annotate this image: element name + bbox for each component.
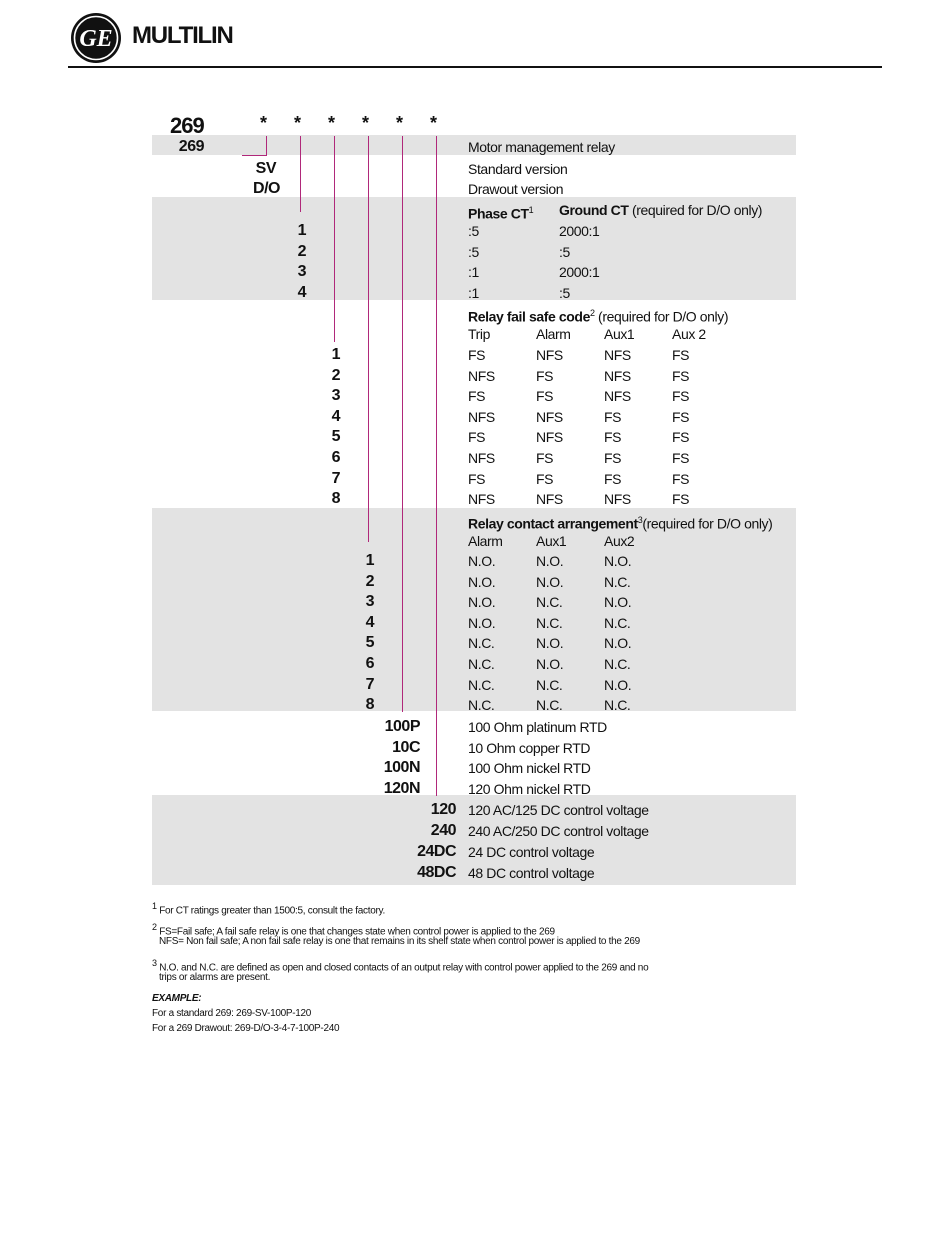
contacts-value: N.C. [468,697,495,714]
contacts-col-header: Alarm [468,533,503,549]
order-code-base: 269 [170,113,204,138]
model-desc: Motor management relay [468,139,615,155]
failsafe-col-header: Aux 2 [672,326,706,342]
contacts-value: N.O. [604,676,632,693]
contacts-col-header: Aux2 [604,533,635,549]
failsafe-value: NFS [604,367,631,384]
ge-logo-icon [70,12,122,64]
ct-ground-value: :5 [559,284,570,301]
order-code-star: * [430,113,438,133]
contacts-code: 4 [365,613,374,631]
rtd-desc: 120 Ohm nickel RTD [468,780,591,797]
failsafe-value: FS [536,388,554,405]
contacts-value: N.C. [468,635,495,652]
failsafe-col-header: Aux1 [604,326,635,342]
failsafe-value: FS [604,429,622,446]
example-label: EXAMPLE: [152,993,202,1004]
rtd-code: 100N [383,759,420,777]
ct-header-ground: Ground CT (required for D/O only) [559,202,763,218]
failsafe-value: FS [672,470,690,487]
logo-text: GE [79,26,113,52]
order-code-star: * [260,113,268,133]
contacts-value: N.O. [468,573,496,590]
ct-ground-value: 2000:1 [559,264,600,280]
failsafe-value: NFS [536,347,563,363]
order-code-star: * [362,113,370,133]
version-desc: Drawout version [468,181,564,197]
failsafe-value: FS [468,388,486,405]
example-1: For a standard 269: 269-SV-100P-120 [152,1008,312,1019]
failsafe-value: FS [672,429,690,446]
ct-phase-value: :5 [468,243,479,260]
failsafe-value: NFS [468,450,495,466]
ct-header-phase: Phase $CT^1$ [468,205,534,222]
ct-ground-value: 2000:1 [559,223,600,239]
contacts-code: 6 [365,655,374,672]
contacts-value: N.O. [536,553,564,569]
failsafe-value: FS [672,347,690,363]
contacts-value: N.O. [536,656,564,672]
failsafe-value: NFS [468,408,495,425]
failsafe-code: 1 [331,346,340,363]
order-code-star: * [328,113,336,133]
contacts-value: N.O. [604,635,632,652]
footnote-3b: trips or alarms are present. [159,972,271,983]
contacts-value: N.C. [604,573,631,590]
failsafe-header: Relay fail safe code$^2$ (required for D/O only) [468,308,729,325]
failsafe-value: NFS [536,408,563,425]
footnote-2b: NFS= Non fail safe; A non fail safe relay is one that remains in its shelf state when control power is applied to the 269 [159,936,640,947]
contacts-value: N.O. [604,594,632,611]
ct-ground-value: :5 [559,243,570,260]
contacts-value: N.C. [536,614,563,631]
connector-line [242,155,267,156]
contacts-value: N.C. [468,676,495,693]
rtd-desc: 100 Ohm nickel RTD [468,760,591,777]
ct-code: 2 [297,242,306,260]
ct-phase-value: :1 [468,284,479,301]
version-desc: Standard version [468,161,568,177]
failsafe-value: FS [468,347,486,363]
contacts-value: N.O. [468,614,496,631]
contacts-value: N.C. [468,656,495,672]
failsafe-value: FS [604,408,622,425]
contacts-value: N.O. [536,573,564,590]
rtd-code: 120N [383,779,420,797]
voltage-desc: 48 DC control voltage [468,865,595,881]
failsafe-value: NFS [468,367,495,384]
contacts-value: N.O. [604,553,632,569]
contacts-code: 1 [365,552,374,569]
order-code-star: * [294,113,302,133]
failsafe-value: NFS [536,429,563,446]
voltage-desc: 240 AC/250 DC control voltage [468,823,649,839]
rtd-desc: 10 Ohm copper RTD [468,739,591,756]
failsafe-code: 2 [331,366,340,384]
voltage-code: 48DC [417,864,456,881]
voltage-code: 120 [430,801,456,818]
voltage-desc: 120 AC/125 DC control voltage [468,802,649,818]
failsafe-value: NFS [468,491,495,508]
failsafe-value: FS [672,367,690,384]
voltage-code: 24DC [417,843,456,860]
failsafe-code: 6 [331,449,340,466]
failsafe-value: FS [468,429,486,446]
voltage-desc: 24 DC control voltage [468,844,595,860]
contacts-value: N.O. [468,594,496,611]
connector-line [402,136,403,712]
connector-line [368,136,369,542]
failsafe-value: FS [672,408,690,425]
page-header [68,10,882,68]
failsafe-value: FS [672,388,690,405]
failsafe-value: FS [536,367,554,384]
ct-code: 1 [297,222,306,239]
version-code: D/O [253,180,280,197]
failsafe-code: 7 [331,469,340,487]
contacts-value: N.C. [536,594,563,611]
failsafe-value: FS [468,470,486,487]
failsafe-col-header: Alarm [536,326,571,342]
footnote-1: 1 For CT ratings greater than 1500:5, consult the factory. [152,901,385,917]
voltage-code: 240 [430,822,456,839]
rtd-desc: 100 Ohm platinum RTD [468,719,607,735]
connector-line [436,136,437,796]
example-2: For a 269 Drawout: 269-D/O-3-4-7-100P-240 [152,1023,340,1034]
brand-name: MULTILIN [132,22,233,49]
contacts-value: N.C. [536,697,563,714]
contacts-value: N.C. [604,697,631,714]
order-code-star: * [396,113,404,133]
contacts-value: N.C. [604,656,631,672]
ct-phase-value: :1 [468,264,479,280]
failsafe-code: 8 [331,490,340,508]
rtd-code: 10C [392,738,420,756]
failsafe-code: 3 [331,387,340,405]
failsafe-value: NFS [536,491,563,508]
failsafe-value: FS [672,491,690,508]
failsafe-value: NFS [604,388,631,405]
contacts-value: N.C. [604,614,631,631]
footnote-2a: 2 FS=Fail safe; A fail safe relay is one that changes state when control power is applied to the 269 [152,922,555,938]
ct-phase-value: :5 [468,223,479,239]
ct-code: 3 [297,263,306,280]
failsafe-code: 4 [331,407,340,425]
failsafe-value: NFS [604,491,631,508]
failsafe-col-header: Trip [468,326,490,342]
footnote-3a: 3 N.O. and N.C. are defined as open and closed contacts of an output relay with control power applied to the 269 and no [152,958,649,974]
contacts-header: Relay contact arrangement$^3$(required for D/O only) [468,515,773,532]
contacts-code: 7 [365,675,374,693]
version-code: SV [255,160,276,177]
failsafe-value: FS [536,450,554,466]
ct-code: 4 [297,283,306,301]
model-code: 269 [178,138,204,155]
connector-line [266,136,267,156]
failsafe-code: 5 [331,428,340,446]
contacts-code: 5 [365,634,374,652]
failsafe-value: FS [536,470,554,487]
rtd-code: 100P [384,718,420,735]
failsafe-value: FS [604,470,622,487]
connector-line [300,136,301,212]
contacts-col-header: Aux1 [536,533,567,549]
contacts-code: 3 [365,593,374,611]
failsafe-value: FS [672,450,690,466]
contacts-value: N.O. [536,635,564,652]
contacts-code: 2 [365,572,374,590]
failsafe-value: FS [604,450,622,466]
contacts-code: 8 [365,696,374,714]
failsafe-value: NFS [604,347,631,363]
connector-line [334,136,335,342]
contacts-value: N.O. [468,553,496,569]
contacts-value: N.C. [536,676,563,693]
